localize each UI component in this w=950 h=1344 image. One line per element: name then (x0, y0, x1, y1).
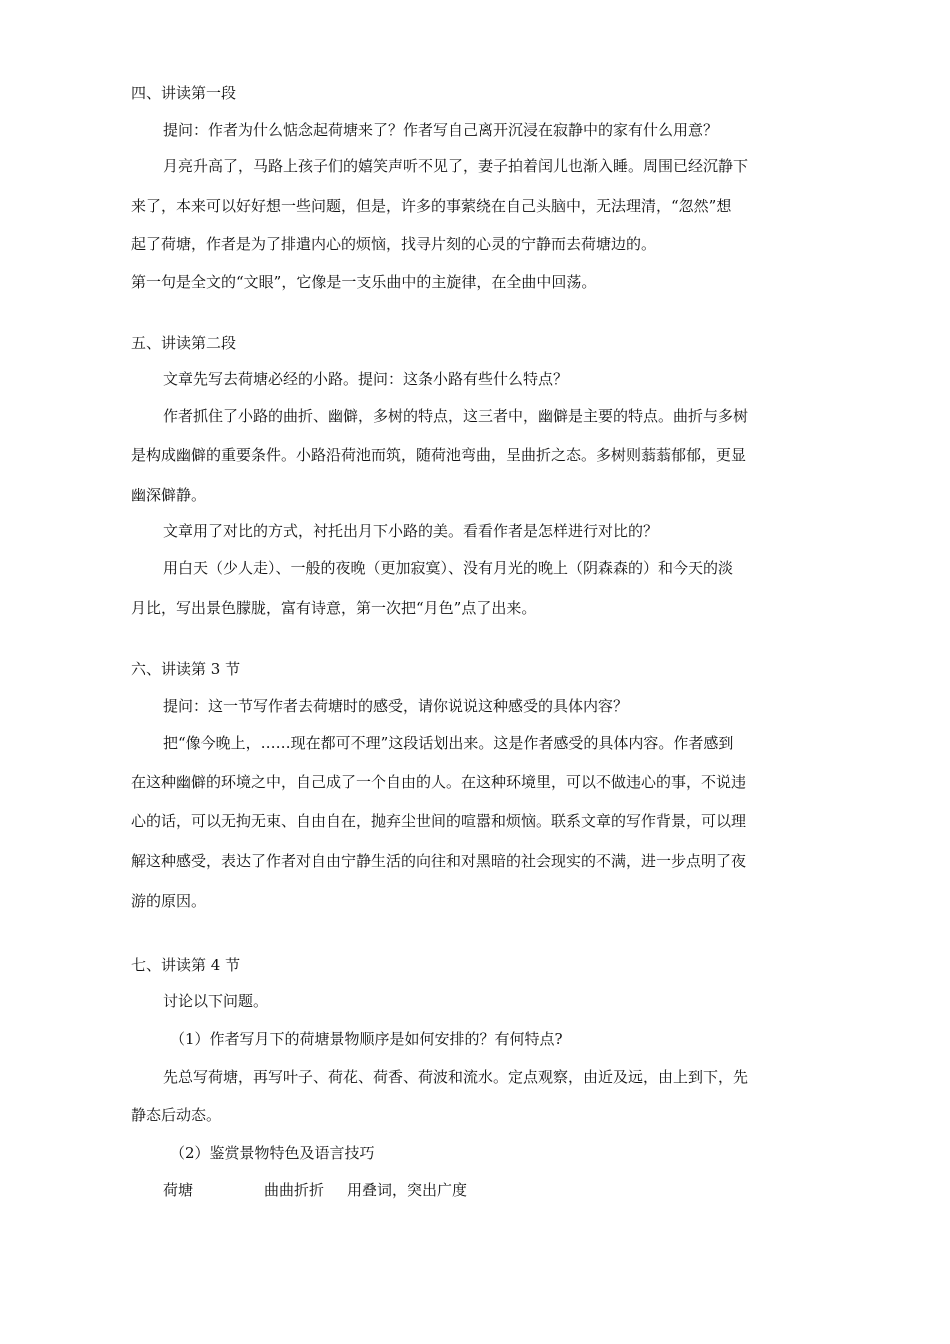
technique-note: 用叠词，突出广度 (347, 1181, 468, 1199)
paragraph-line: 幽深僻静。 (131, 486, 207, 504)
scene-description: 曲曲折折 (264, 1181, 325, 1199)
paragraph-line: 文章用了对比的方式，衬托出月下小路的美。看看作者是怎样进行对比的？ (163, 522, 659, 540)
paragraph-line: 用白天（少人走）、一般的夜晚（更加寂寞）、没有月光的晚上（阴森森的）和今天的淡 (163, 559, 734, 577)
section-heading: 七、讲读第 4 节 (131, 956, 241, 974)
paragraph-line: 月亮升高了，马路上孩子们的嬉笑声听不见了，妻子拍着闰儿也渐入睡。周围已经沉静下 (163, 157, 749, 175)
section-heading: 五、讲读第二段 (131, 334, 237, 352)
paragraph-line: 文章先写去荷塘必经的小路。提问：这条小路有些什么特点？ (163, 370, 569, 388)
paragraph-line: 把“像今晚上，……现在都可不理”这段话划出来。这是作者感受的具体内容。作者感到 (163, 734, 734, 752)
paragraph-line: 来了，本来可以好好想一些问题，但是，许多的事萦绕在自己头脑中，无法理清，“忽然”想 (131, 197, 732, 215)
paragraph-line: 静态后动态。 (131, 1106, 222, 1124)
paragraph-line: 讨论以下问题。 (163, 992, 269, 1010)
paragraph-line: 作者抓住了小路的曲折、幽僻，多树的特点，这三者中，幽僻是主要的特点。曲折与多树 (163, 407, 749, 425)
question-line: （2）鉴赏景物特色及语言技巧 (170, 1144, 375, 1162)
paragraph-line: 提问：这一节写作者去荷塘时的感受，请你说说这种感受的具体内容？ (163, 697, 629, 715)
paragraph-line: 提问：作者为什么惦念起荷塘来了？作者写自己离开沉浸在寂静中的家有什么用意？ (163, 121, 719, 139)
question-line: （1）作者写月下的荷塘景物顺序是如何安排的？有何特点? (170, 1030, 563, 1048)
analysis-row (0, 1180, 950, 1200)
scene-term: 荷塘 (163, 1181, 194, 1199)
section-heading: 六、讲读第 3 节 (131, 660, 241, 678)
paragraph-line: 起了荷塘，作者是为了排遣内心的烦恼，找寻片刻的心灵的宁静而去荷塘边的。 (131, 235, 657, 253)
section-heading: 四、讲读第一段 (131, 84, 237, 102)
paragraph-line: 第一句是全文的“文眼”，它像是一支乐曲中的主旋律，在全曲中回荡。 (131, 273, 597, 291)
paragraph-line: 在这种幽僻的环境之中，自己成了一个自由的人。在这种环境里，可以不做违心的事，不说违 (131, 773, 747, 791)
paragraph-line: 月比，写出景色朦胧，富有诗意，第一次把“月色”点了出来。 (131, 599, 537, 617)
paragraph-line: 解这种感受，表达了作者对自由宁静生活的向往和对黑暗的社会现实的不满，进一步点明了夜 (131, 852, 747, 870)
paragraph-line: 游的原因。 (131, 892, 207, 910)
paragraph-line: 先总写荷塘，再写叶子、荷花、荷香、荷波和流水。定点观察，由近及远，由上到下，先 (163, 1068, 749, 1086)
paragraph-line: 心的话，可以无拘无束、自由自在，抛弃尘世间的喧嚣和烦恼。联系文章的写作背景，可以理 (131, 812, 747, 830)
paragraph-line: 是构成幽僻的重要条件。小路沿荷池而筑，随荷池弯曲，呈曲折之态。多树则蓊蓊郁郁，更显 (131, 446, 747, 464)
